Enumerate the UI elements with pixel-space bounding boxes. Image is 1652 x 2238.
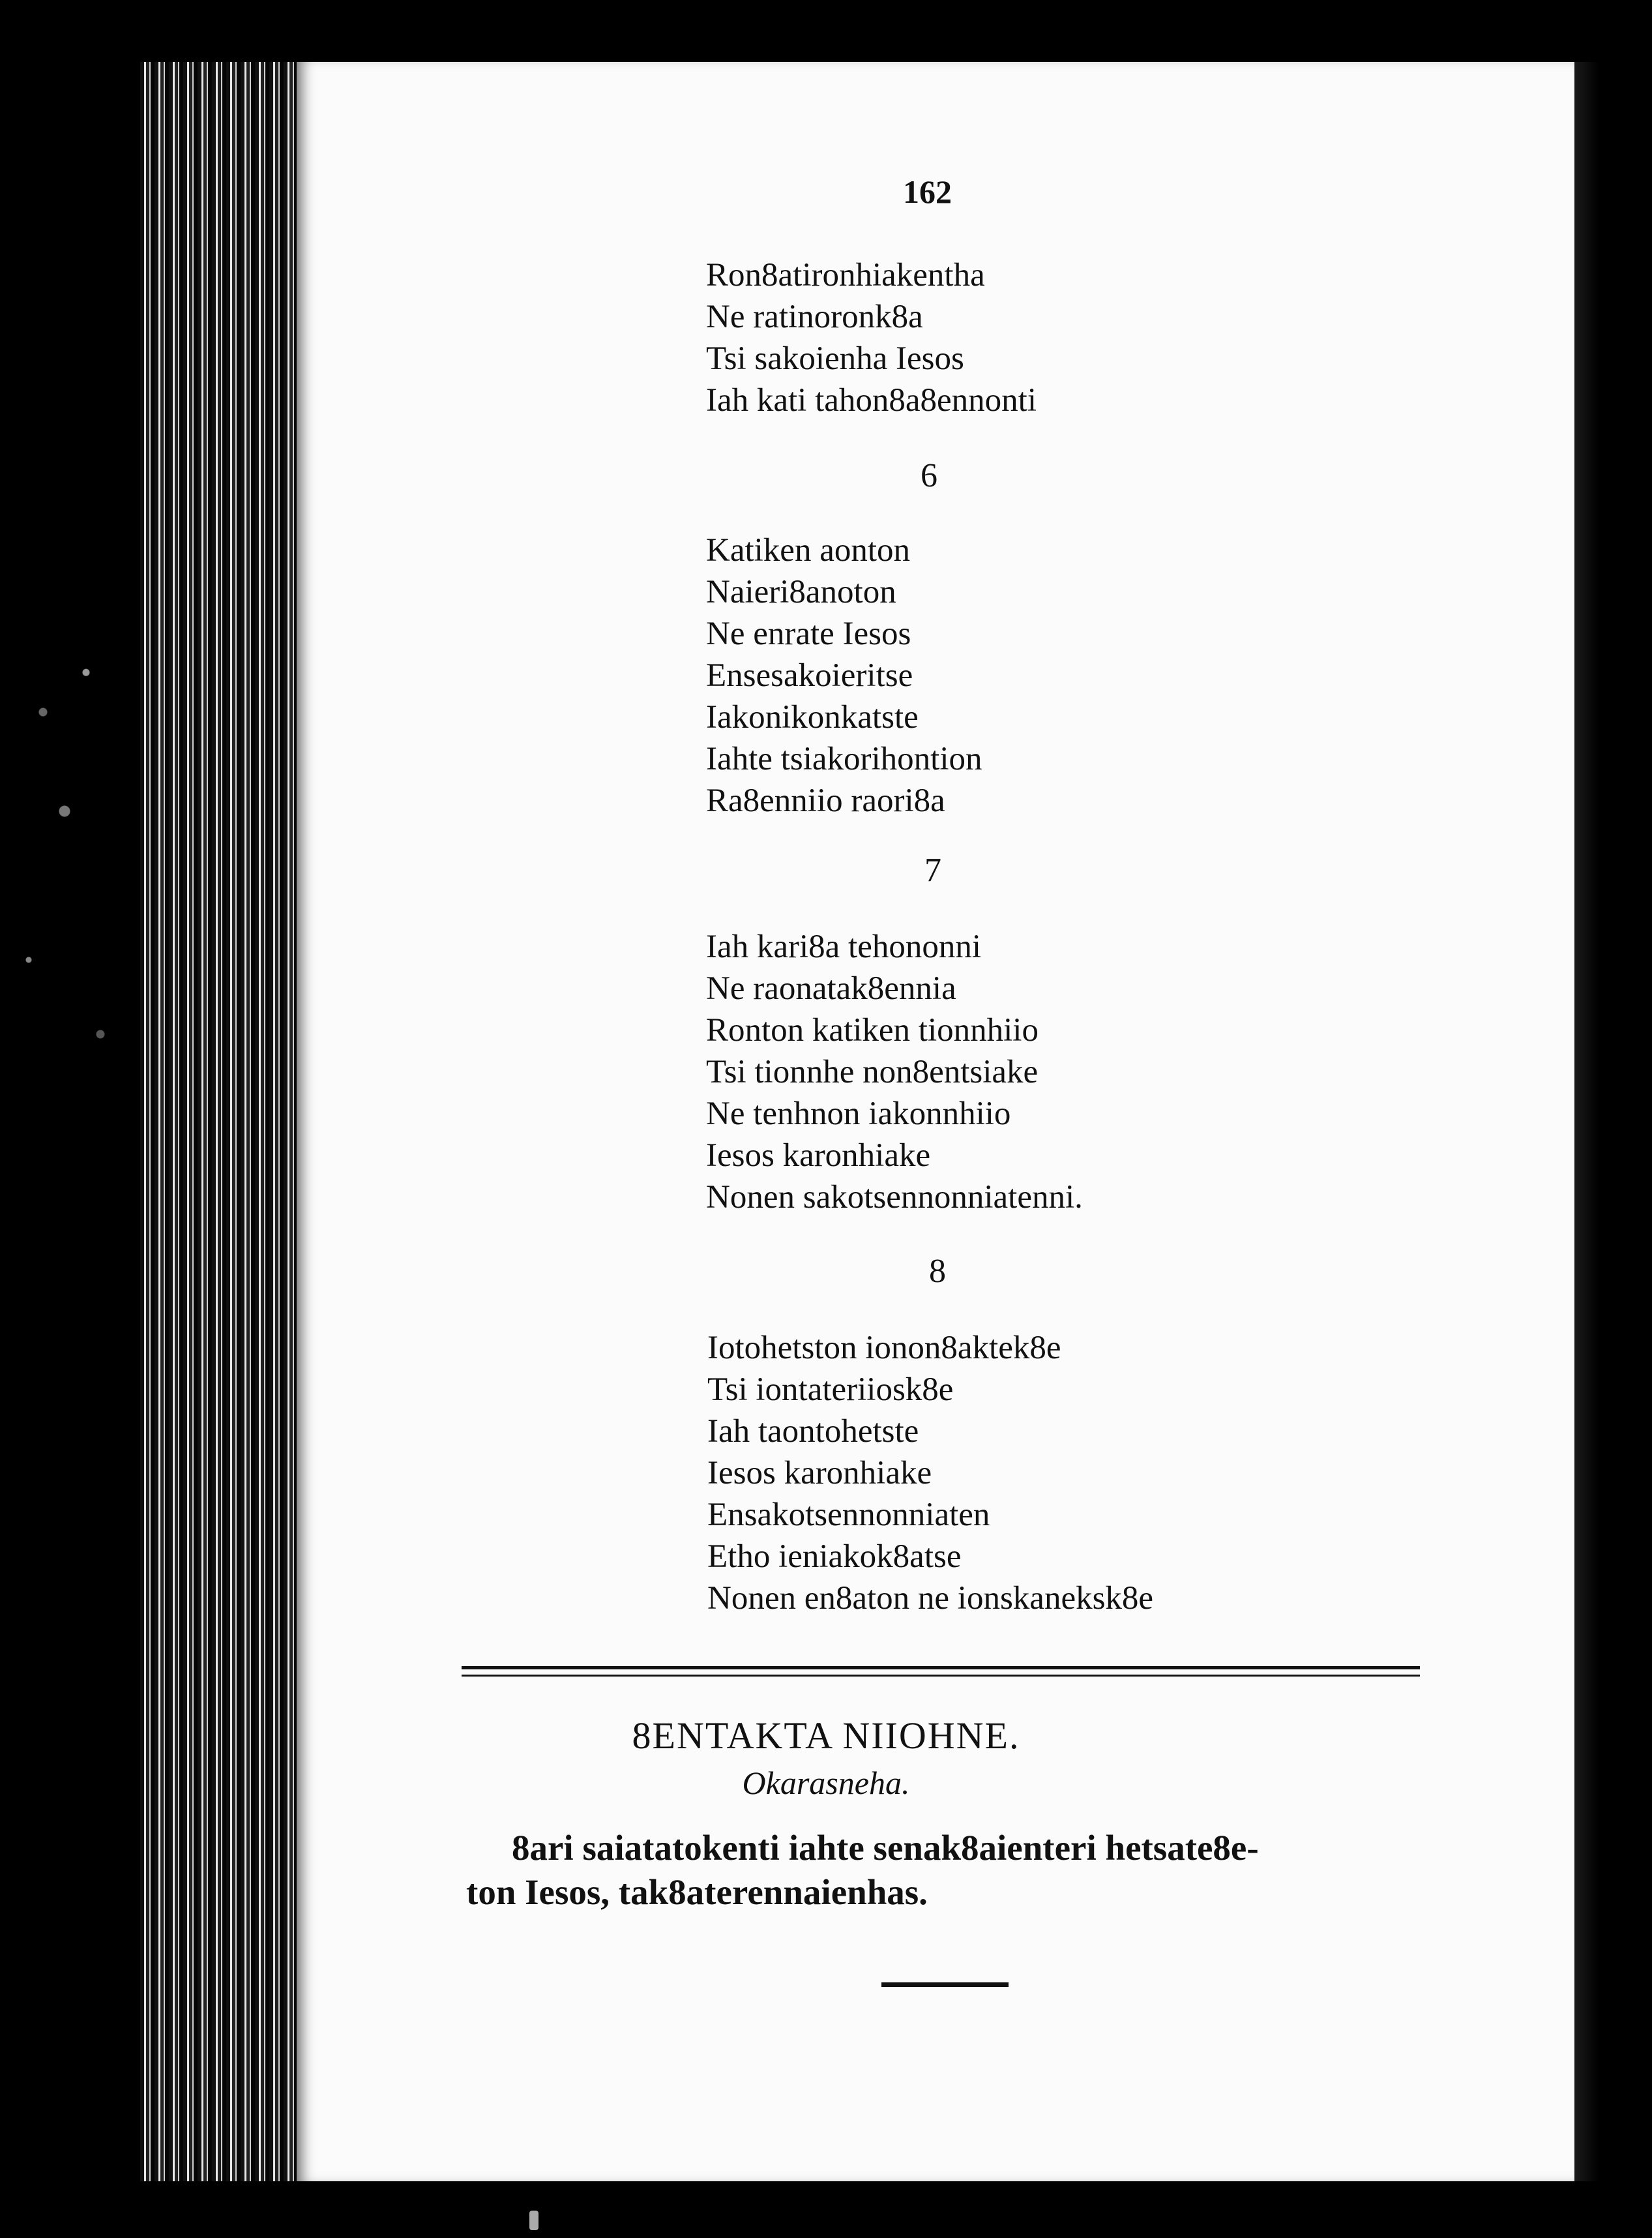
verse-line: Iesos karonhiake bbox=[707, 1455, 932, 1491]
verse-line: Iah kati tahon8a8ennonti bbox=[706, 382, 1037, 419]
verse-line: Ne raonatak8ennia bbox=[706, 970, 956, 1007]
stanza-7 bbox=[706, 926, 1083, 1218]
body-line: 8ari saiatatokenti iahte senak8aienteri hetsate8e- bbox=[512, 1828, 1259, 1868]
verse-line: Iahte tsiakorihontion bbox=[706, 741, 982, 777]
verse-line: Iotohetston ionon8aktek8e bbox=[707, 1330, 1061, 1366]
verse-line: Ne enrate Iesos bbox=[706, 616, 911, 652]
verse-line: Ne ratinoronk8a bbox=[706, 299, 923, 335]
verse-line: Katiken aonton bbox=[706, 532, 910, 569]
stanza-continuation bbox=[706, 254, 1037, 421]
verse-line: Etho ieniakok8atse bbox=[707, 1538, 962, 1575]
verse-line: Iah kari8a tehononni bbox=[706, 929, 982, 965]
stanza-number: 7 bbox=[924, 852, 941, 889]
verse-line: Ensesakoieritse bbox=[706, 657, 913, 694]
section-title: 8ENTAKTA NIIOHNE. bbox=[632, 1714, 1020, 1757]
section-divider-rule bbox=[462, 1666, 1420, 1669]
verse-line: Iakonikonkatste bbox=[706, 699, 919, 736]
verse-line: Nonen sakotsennonniatenni. bbox=[706, 1179, 1083, 1216]
verse-line: Nonen en8aton ne ionskaneksk8e bbox=[707, 1580, 1154, 1617]
book-page-edges bbox=[140, 62, 306, 2181]
stanza-number: 6 bbox=[921, 457, 937, 494]
verse-line: Iah taontohetste bbox=[707, 1413, 919, 1450]
scan-margin-noise bbox=[0, 613, 143, 1109]
verse-line: Tsi sakoienha Iesos bbox=[706, 340, 964, 377]
page-right-shadow bbox=[1574, 62, 1599, 2181]
verse-line: Iesos karonhiake bbox=[706, 1137, 931, 1174]
section-divider-rule bbox=[462, 1675, 1420, 1677]
verse-line: Ronton katiken tionnhiio bbox=[706, 1012, 1039, 1049]
body-line: ton Iesos, tak8aterennaienhas. bbox=[466, 1872, 928, 1912]
verse-line: Ne tenhnon iakonnhiio bbox=[706, 1096, 1011, 1132]
verse-line: Naieri8anoton bbox=[706, 574, 896, 610]
end-rule bbox=[881, 1982, 1009, 1987]
page-number: 162 bbox=[903, 173, 952, 210]
verse-line: Ra8enniio raori8a bbox=[706, 783, 945, 819]
section-body bbox=[466, 1826, 1447, 1915]
stanza-number: 8 bbox=[929, 1253, 946, 1290]
verse-line: Ron8atironhiakentha bbox=[706, 257, 985, 293]
verse-line: Tsi iontateriiosk8e bbox=[707, 1371, 954, 1408]
scan-artifact bbox=[529, 2211, 538, 2230]
section-subtitle: Okarasneha. bbox=[742, 1765, 910, 1801]
verse-line: Tsi tionnhe non8entsiake bbox=[706, 1054, 1039, 1090]
stanza-8 bbox=[707, 1327, 1153, 1619]
verse-line: Ensakotsennonniaten bbox=[707, 1497, 990, 1533]
stanza-6 bbox=[706, 530, 982, 822]
